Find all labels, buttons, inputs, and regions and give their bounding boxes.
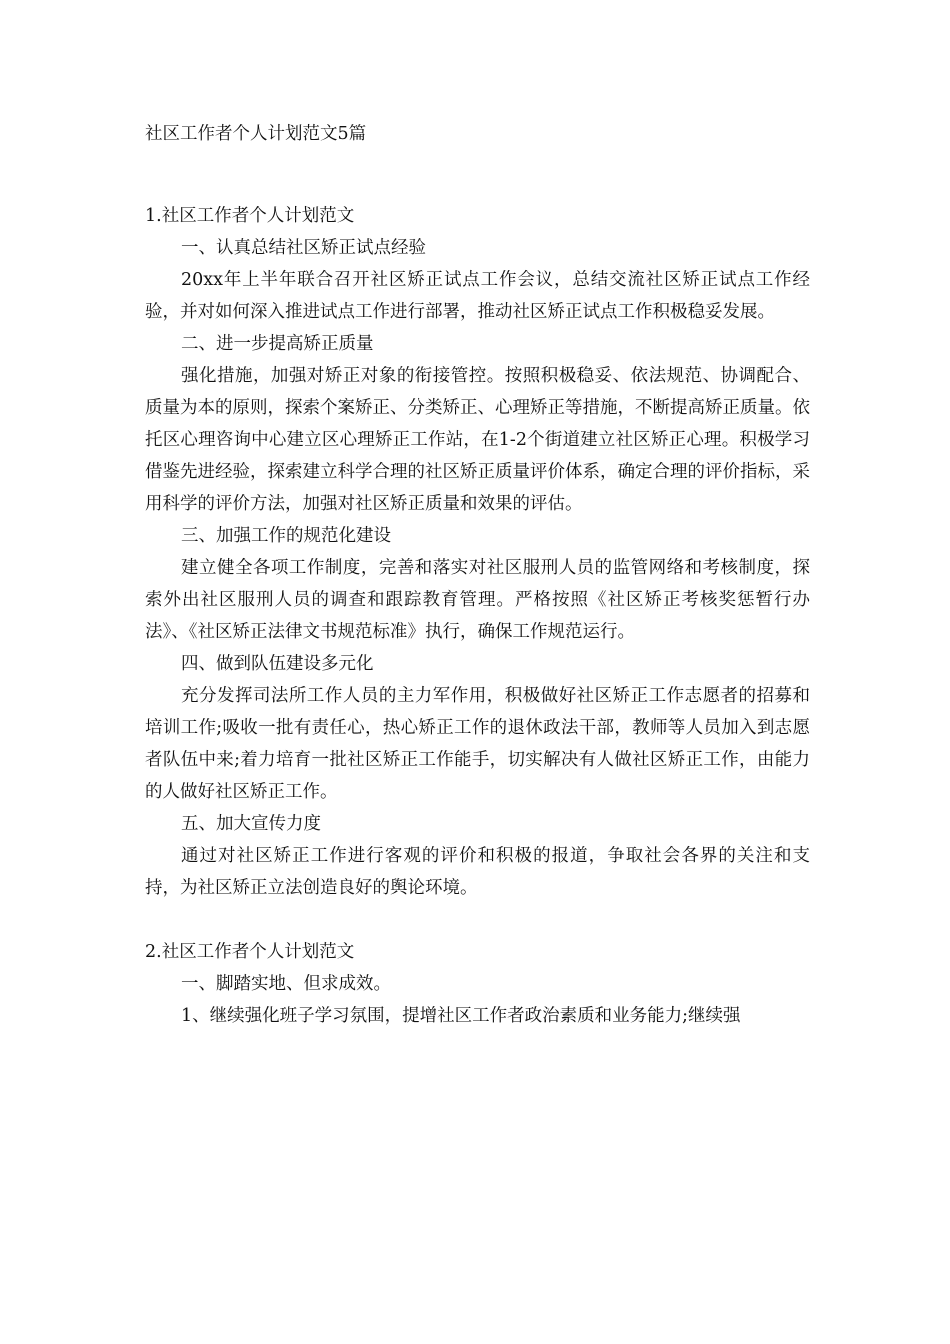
document-body — [145, 118, 810, 1032]
paragraph: 充分发挥司法所工作人员的主力军作用，积极做好社区矫正工作志愿者的招募和培训工作;吸收一批有责任心，热心矫正工作的退休政法干部，教师等人员加入到志愿者队伍中来;着力培育一批社区矫正工作能手，切实解决有人做社区矫正工作，由能力的人做好社区矫正工作。 — [145, 686, 810, 802]
subheading: 三、加强工作的规范化建设 — [181, 526, 391, 546]
subheading: 四、做到队伍建设多元化 — [181, 654, 374, 674]
section-2 — [145, 936, 810, 1032]
section-title: 2.社区工作者个人计划范文 — [145, 942, 355, 962]
paragraph: 建立健全各项工作制度，完善和落实对社区服刑人员的监管网络和考核制度，探索外出社区服刑人员的调查和跟踪教育管理。严格按照《社区矫正考核奖惩暂行办法》、《社区矫正法律文书规范标准》执行，确保工作规范运行。 — [145, 558, 810, 642]
paragraph: 通过对社区矫正工作进行客观的评价和积极的报道，争取社会各界的关注和支持，为社区矫正立法创造良好的舆论环境。 — [145, 846, 810, 898]
subheading: 一、认真总结社区矫正试点经验 — [181, 238, 426, 258]
subheading: 五、加大宣传力度 — [181, 814, 321, 834]
subheading: 一、脚踏实地、但求成效。 — [181, 974, 391, 994]
section-spacer — [145, 904, 810, 936]
document-title: 社区工作者个人计划范文5篇 — [145, 124, 367, 144]
paragraph: 20xx年上半年联合召开社区矫正试点工作会议，总结交流社区矫正试点工作经验，并对如何深入推进试点工作进行部署，推动社区矫正试点工作积极稳妥发展。 — [145, 270, 810, 322]
paragraph: 强化措施，加强对矫正对象的衔接管控。按照积极稳妥、依法规范、协调配合、质量为本的原则，探索个案矫正、分类矫正、心理矫正等措施，不断提高矫正质量。依托区心理咨询中心建立区心理矫正工作站，在1-2个街道建立社区矫正心理。积极学习借鉴先进经验，探索建立科学合理的社区矫正质量评价体系，确定合理的评价指标，采用科学的评价方法，加强对社区矫正质量和效果的评估。 — [145, 366, 810, 514]
subheading: 二、进一步提高矫正质量 — [181, 334, 374, 354]
title-spacer — [145, 150, 810, 200]
section-title: 1.社区工作者个人计划范文 — [145, 206, 355, 226]
paragraph: 1、继续强化班子学习氛围，提增社区工作者政治素质和业务能力;继续强 — [181, 1006, 741, 1026]
section-1 — [145, 200, 810, 904]
